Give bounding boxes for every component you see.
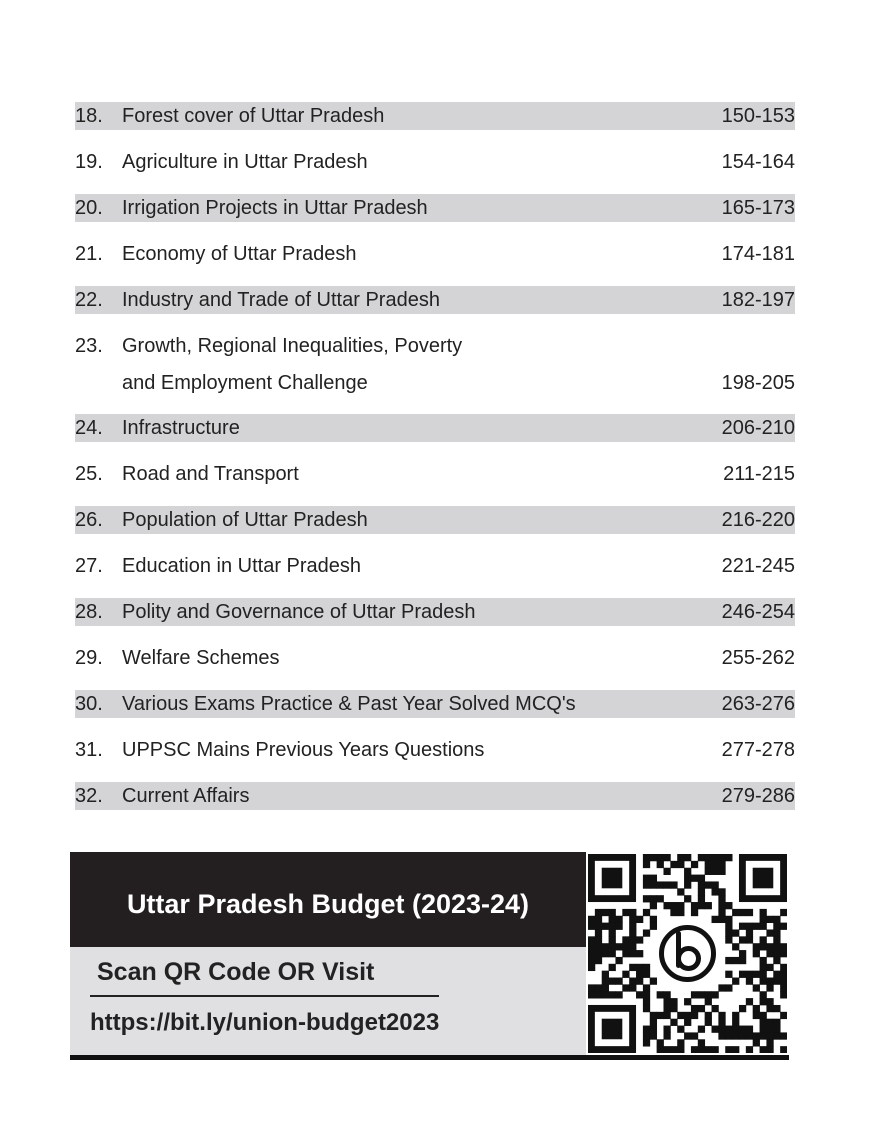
brand-b-logo-icon <box>654 920 722 988</box>
toc-row <box>75 782 795 810</box>
toc-pages: 279-286 <box>721 785 795 807</box>
toc-number: 23. <box>75 335 103 357</box>
toc-pages: 255-262 <box>721 647 795 669</box>
promo-link[interactable]: https://bit.ly/union-budget2023 <box>90 1009 440 1036</box>
toc-number: 20. <box>75 197 103 219</box>
toc-row <box>75 644 795 672</box>
toc-title: Economy of Uttar Pradesh <box>122 243 357 265</box>
toc-title: Irrigation Projects in Uttar Pradesh <box>122 197 428 219</box>
toc-pages: 263-276 <box>721 693 795 715</box>
toc-row <box>75 332 795 396</box>
toc-title: UPPSC Mains Previous Years Questions <box>122 739 485 761</box>
toc-number: 27. <box>75 555 103 577</box>
toc-number: 22. <box>75 289 103 311</box>
toc-title: Polity and Governance of Uttar Pradesh <box>122 601 476 623</box>
promo-bottom-rule <box>70 1055 789 1060</box>
toc-title: Current Affairs <box>122 785 250 807</box>
toc-pages: 277-278 <box>721 739 795 761</box>
toc-row <box>75 506 795 534</box>
toc-row <box>75 286 795 314</box>
scan-label: Scan QR Code OR Visit <box>97 958 375 986</box>
toc-pages: 174-181 <box>721 243 795 265</box>
toc-row <box>75 414 795 442</box>
qr-code[interactable] <box>588 854 787 1053</box>
table-of-contents <box>75 102 795 828</box>
toc-pages: 211-215 <box>723 463 795 485</box>
toc-row <box>75 552 795 580</box>
toc-title-line-1: Growth, Regional Inequalities, Poverty <box>122 335 463 357</box>
toc-title: Various Exams Practice & Past Year Solved MCQ's <box>122 693 576 715</box>
toc-title: Welfare Schemes <box>122 647 280 669</box>
toc-number: 25. <box>75 463 103 485</box>
toc-number: 18. <box>75 105 103 127</box>
toc-title-line-2: and Employment Challenge <box>122 372 368 394</box>
toc-title: Agriculture in Uttar Pradesh <box>122 151 368 173</box>
toc-title: Population of Uttar Pradesh <box>122 509 368 531</box>
toc-number: 30. <box>75 693 103 715</box>
toc-pages: 206-210 <box>721 417 795 439</box>
toc-row <box>75 598 795 626</box>
promo-title: Uttar Pradesh Budget (2023-24) <box>126 889 530 919</box>
toc-pages: 216-220 <box>721 509 795 531</box>
toc-number: 21. <box>75 243 103 265</box>
toc-pages: 246-254 <box>721 601 795 623</box>
toc-pages: 150-153 <box>721 105 795 127</box>
toc-title: Industry and Trade of Uttar Pradesh <box>122 289 440 311</box>
toc-row <box>75 102 795 130</box>
toc-row <box>75 736 795 764</box>
toc-row <box>75 240 795 268</box>
toc-row <box>75 690 795 718</box>
toc-row <box>75 148 795 176</box>
toc-pages: 154-164 <box>721 151 795 173</box>
toc-number: 31. <box>75 739 103 761</box>
toc-pages: 221-245 <box>721 555 795 577</box>
toc-title: Infrastructure <box>122 417 240 439</box>
budget-promo-banner <box>70 852 789 1060</box>
toc-row <box>75 194 795 222</box>
toc-number: 32. <box>75 785 103 807</box>
qr-code-icon <box>588 854 787 1053</box>
toc-pages: 182-197 <box>721 289 795 311</box>
toc-pages: 165-173 <box>721 197 795 219</box>
toc-row <box>75 460 795 488</box>
toc-number: 24. <box>75 417 103 439</box>
toc-title: Forest cover of Uttar Pradesh <box>122 105 385 127</box>
toc-number: 29. <box>75 647 103 669</box>
toc-title <box>122 332 462 397</box>
scan-underline <box>90 995 439 997</box>
toc-title: Education in Uttar Pradesh <box>122 555 362 577</box>
toc-number: 26. <box>75 509 103 531</box>
toc-pages: 198-205 <box>721 372 795 394</box>
toc-title: Road and Transport <box>122 463 299 485</box>
toc-number: 28. <box>75 601 103 623</box>
toc-number: 19. <box>75 151 103 173</box>
